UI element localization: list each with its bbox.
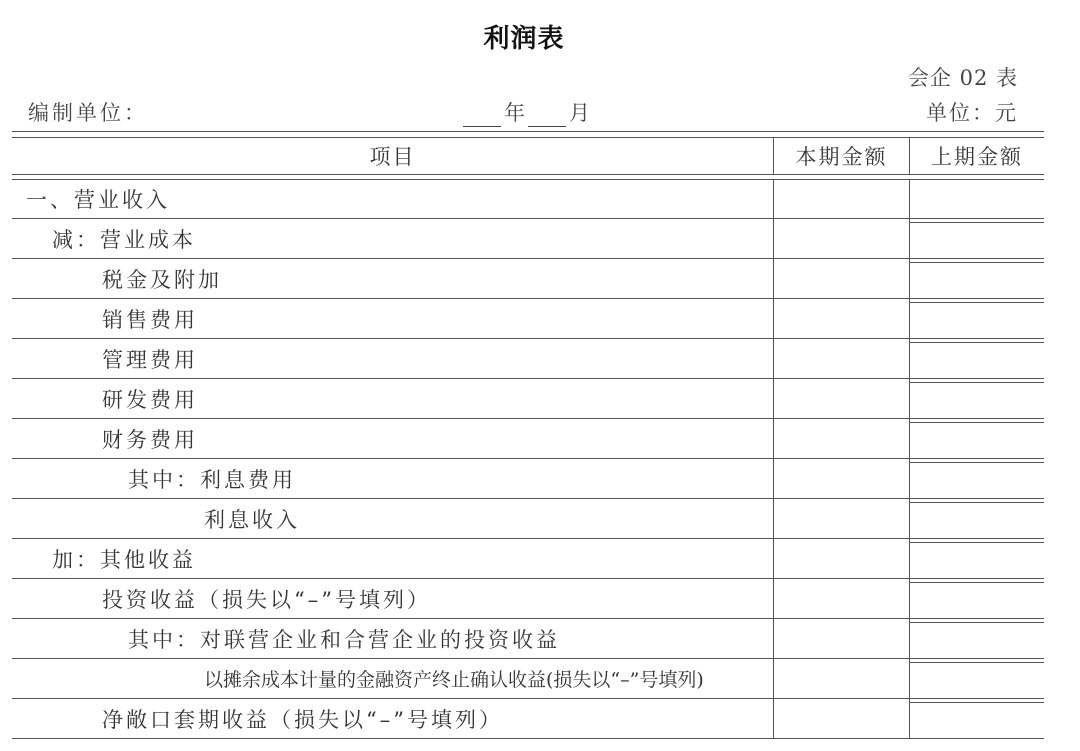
table-row — [12, 499, 1044, 539]
unit-label: 单位：元 — [926, 101, 1018, 125]
prior-period-cell — [909, 259, 1044, 298]
row-label: 减：营业成本 — [52, 227, 196, 252]
row-label: 财务费用 — [102, 427, 198, 452]
row-label: 加：其他收益 — [52, 547, 196, 572]
period-field — [460, 97, 590, 127]
current-period-cell — [773, 499, 909, 538]
table-row — [12, 179, 1044, 219]
table-row — [12, 659, 1044, 699]
row-label: 其中：对联营企业和合营企业的投资收益 — [128, 627, 560, 652]
year-label: 年 — [504, 101, 525, 125]
current-period-cell — [773, 539, 909, 578]
current-period-cell — [773, 379, 909, 418]
current-period-cell — [773, 619, 909, 658]
prior-period-cell — [909, 699, 1044, 738]
row-label: 利息收入 — [204, 507, 300, 532]
current-period-cell — [773, 699, 909, 738]
prior-period-cell — [909, 419, 1044, 458]
prior-period-cell — [909, 219, 1044, 258]
table-row — [12, 459, 1044, 499]
table-row — [12, 339, 1044, 379]
statement-title: 利润表 — [483, 24, 565, 54]
prior-period-cell — [909, 539, 1044, 578]
header-prior-period: 上期金额 — [909, 137, 1044, 175]
table-row — [12, 259, 1044, 299]
table-header-row — [12, 137, 1044, 175]
row-label: 研发费用 — [102, 387, 198, 412]
table-row — [12, 299, 1044, 339]
table-row — [12, 219, 1044, 259]
header-current-period: 本期金额 — [773, 137, 909, 175]
prior-period-cell — [909, 659, 1044, 698]
month-label: 月 — [569, 101, 590, 125]
current-period-cell — [773, 459, 909, 498]
month-blank — [528, 104, 566, 127]
row-label: 管理费用 — [102, 347, 198, 372]
prior-period-cell — [909, 299, 1044, 338]
row-label: 一、营业收入 — [26, 187, 170, 212]
prior-period-cell — [909, 579, 1044, 618]
row-label: 税金及附加 — [102, 267, 222, 292]
current-period-cell — [773, 579, 909, 618]
table-row — [12, 419, 1044, 459]
prior-period-cell — [909, 459, 1044, 498]
year-blank — [463, 104, 501, 127]
table-row — [12, 619, 1044, 659]
current-period-cell — [773, 419, 909, 458]
prior-period-cell — [909, 619, 1044, 658]
table-row — [12, 379, 1044, 419]
row-label: 其中：利息费用 — [128, 467, 296, 492]
table-row — [12, 579, 1044, 619]
form-code: 会企 02 表 — [907, 66, 1018, 90]
row-label: 以摊余成本计量的金融资产终止确认收益(损失以“–”号填列) — [204, 669, 704, 691]
prior-period-cell — [909, 499, 1044, 538]
preparer-label: 编制单位： — [28, 101, 148, 125]
current-period-cell — [773, 339, 909, 378]
current-period-cell — [773, 259, 909, 298]
current-period-cell — [773, 299, 909, 338]
current-period-cell — [773, 179, 909, 218]
row-label: 净敞口套期收益（损失以“–”号填列） — [102, 707, 503, 732]
prior-period-cell — [909, 339, 1044, 378]
table-row — [12, 699, 1044, 739]
table-body — [12, 179, 1044, 739]
prior-period-cell — [909, 179, 1044, 218]
row-label: 投资收益（损失以“–”号填列） — [102, 587, 431, 612]
row-label: 销售费用 — [102, 307, 198, 332]
header-item: 项目 — [369, 145, 416, 169]
current-period-cell — [773, 219, 909, 258]
current-period-cell — [773, 659, 909, 698]
prior-period-cell — [909, 379, 1044, 418]
table-row — [12, 539, 1044, 579]
